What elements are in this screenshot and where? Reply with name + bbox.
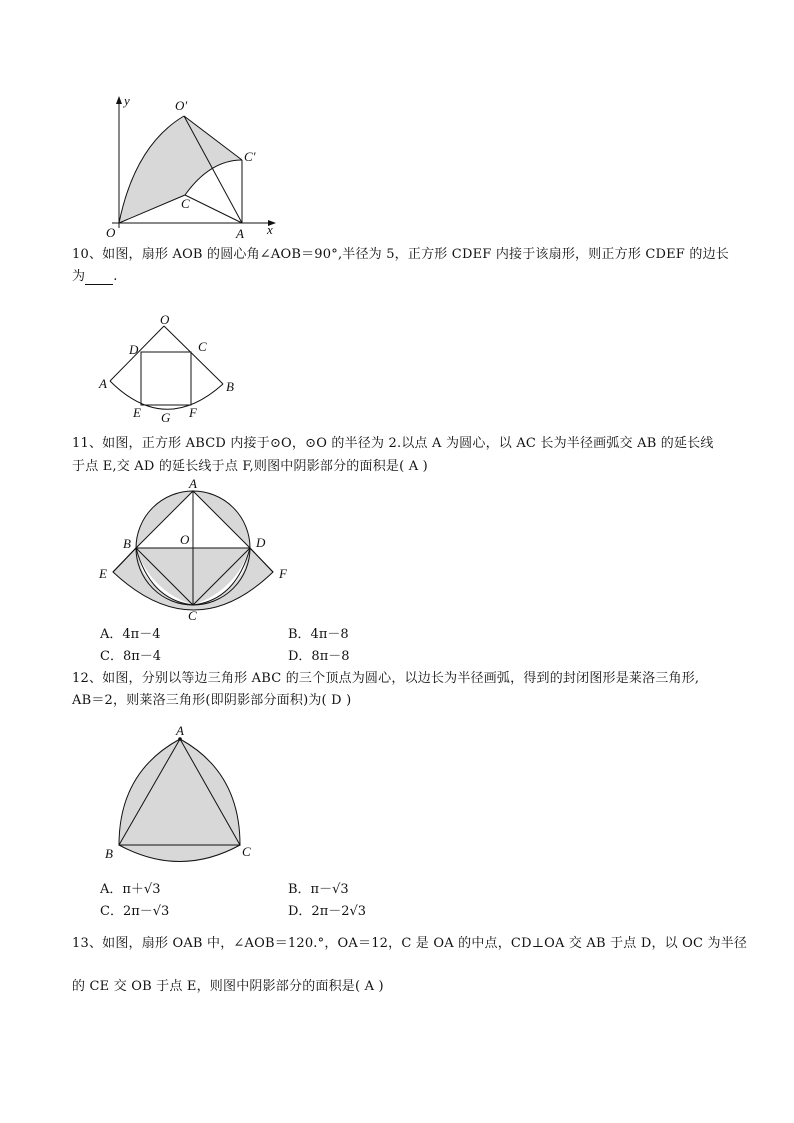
q10-line1: 10、如图，扇形 AOB 的圆心角∠AOB＝90°,半径为 5，正方形 CDEF 内接于该扇形，则正方形 CDEF 的边长	[72, 247, 729, 262]
label-c: C	[188, 608, 197, 623]
figure-q10	[95, 308, 245, 428]
label-e: E	[133, 405, 141, 420]
label-o: O	[160, 312, 170, 327]
figure-q12	[100, 720, 260, 865]
label-c: C	[242, 844, 251, 859]
q13-line2: 的 CE 交 OB 于点 E，则图中阴影部分的面积是( A )	[72, 979, 384, 994]
q11-option-d[interactable]: D．8π－8	[288, 649, 350, 664]
label-a: A	[176, 723, 184, 738]
label-c: C	[181, 196, 190, 211]
q13-line1: 13、如图，扇形 OAB 中，∠AOB＝120.°，OA＝12，C 是 OA 的中点，CD⊥OA 交 AB 于点 D，以 OC 为半径	[72, 936, 748, 951]
label-e: E	[99, 566, 107, 581]
label-f: F	[189, 405, 197, 420]
q11-line1: 11、如图，正方形 ABCD 内接于⊙O，⊙O 的半径为 2.以点 A 为圆心，以 AC 长为半径画弧交 AB 的延长线	[72, 436, 714, 451]
label-b: B	[226, 379, 234, 394]
reuleaux-triangle	[119, 739, 240, 862]
q12-option-d[interactable]: D．2π－2√3	[288, 904, 367, 919]
label-d: D	[129, 342, 139, 357]
label-c: C	[198, 339, 207, 354]
figure-q9	[100, 92, 290, 242]
label-o-prime: O′	[175, 98, 188, 113]
q12-line1: 12、如图，分别以等边三角形 ABC 的三个顶点为圆心，以边长为半径画弧，得到的封闭图形是莱洛三角形,	[72, 671, 700, 686]
label-c-prime: C′	[244, 149, 256, 164]
q12-option-c[interactable]: C．2π－√3	[100, 904, 170, 919]
label-o: O	[180, 532, 190, 547]
label-o: O	[106, 225, 116, 240]
q11-option-c[interactable]: C．8π－4	[100, 649, 162, 664]
q10-line2	[72, 269, 118, 285]
figure-q11	[95, 475, 295, 625]
q10-line2-suffix: .	[113, 269, 118, 284]
square-cdef	[141, 352, 191, 405]
label-x: x	[267, 222, 273, 237]
q12-line2: AB＝2，则莱洛三角形(即阴影部分面积)为( D )	[72, 693, 352, 708]
label-d: D	[256, 535, 266, 550]
label-a: A	[236, 226, 244, 241]
label-a: A	[189, 476, 197, 491]
q11-option-b[interactable]: B．4π－8	[288, 627, 349, 642]
answer-blank[interactable]	[85, 272, 113, 285]
q12-option-a[interactable]: A．π＋√3	[100, 882, 161, 897]
label-y: y	[124, 93, 130, 108]
label-g: G	[161, 410, 171, 425]
q11-line2: 于点 E,交 AD 的延长线于点 F,则图中阴影部分的面积是( A )	[72, 459, 428, 474]
q12-option-b[interactable]: B．π－√3	[288, 882, 349, 897]
q10-line2-prefix: 为	[72, 269, 86, 284]
label-b: B	[123, 536, 131, 551]
label-a: A	[99, 376, 107, 391]
q11-option-a[interactable]: A．4π－4	[100, 627, 161, 642]
label-b: B	[105, 846, 113, 861]
label-f: F	[279, 566, 287, 581]
